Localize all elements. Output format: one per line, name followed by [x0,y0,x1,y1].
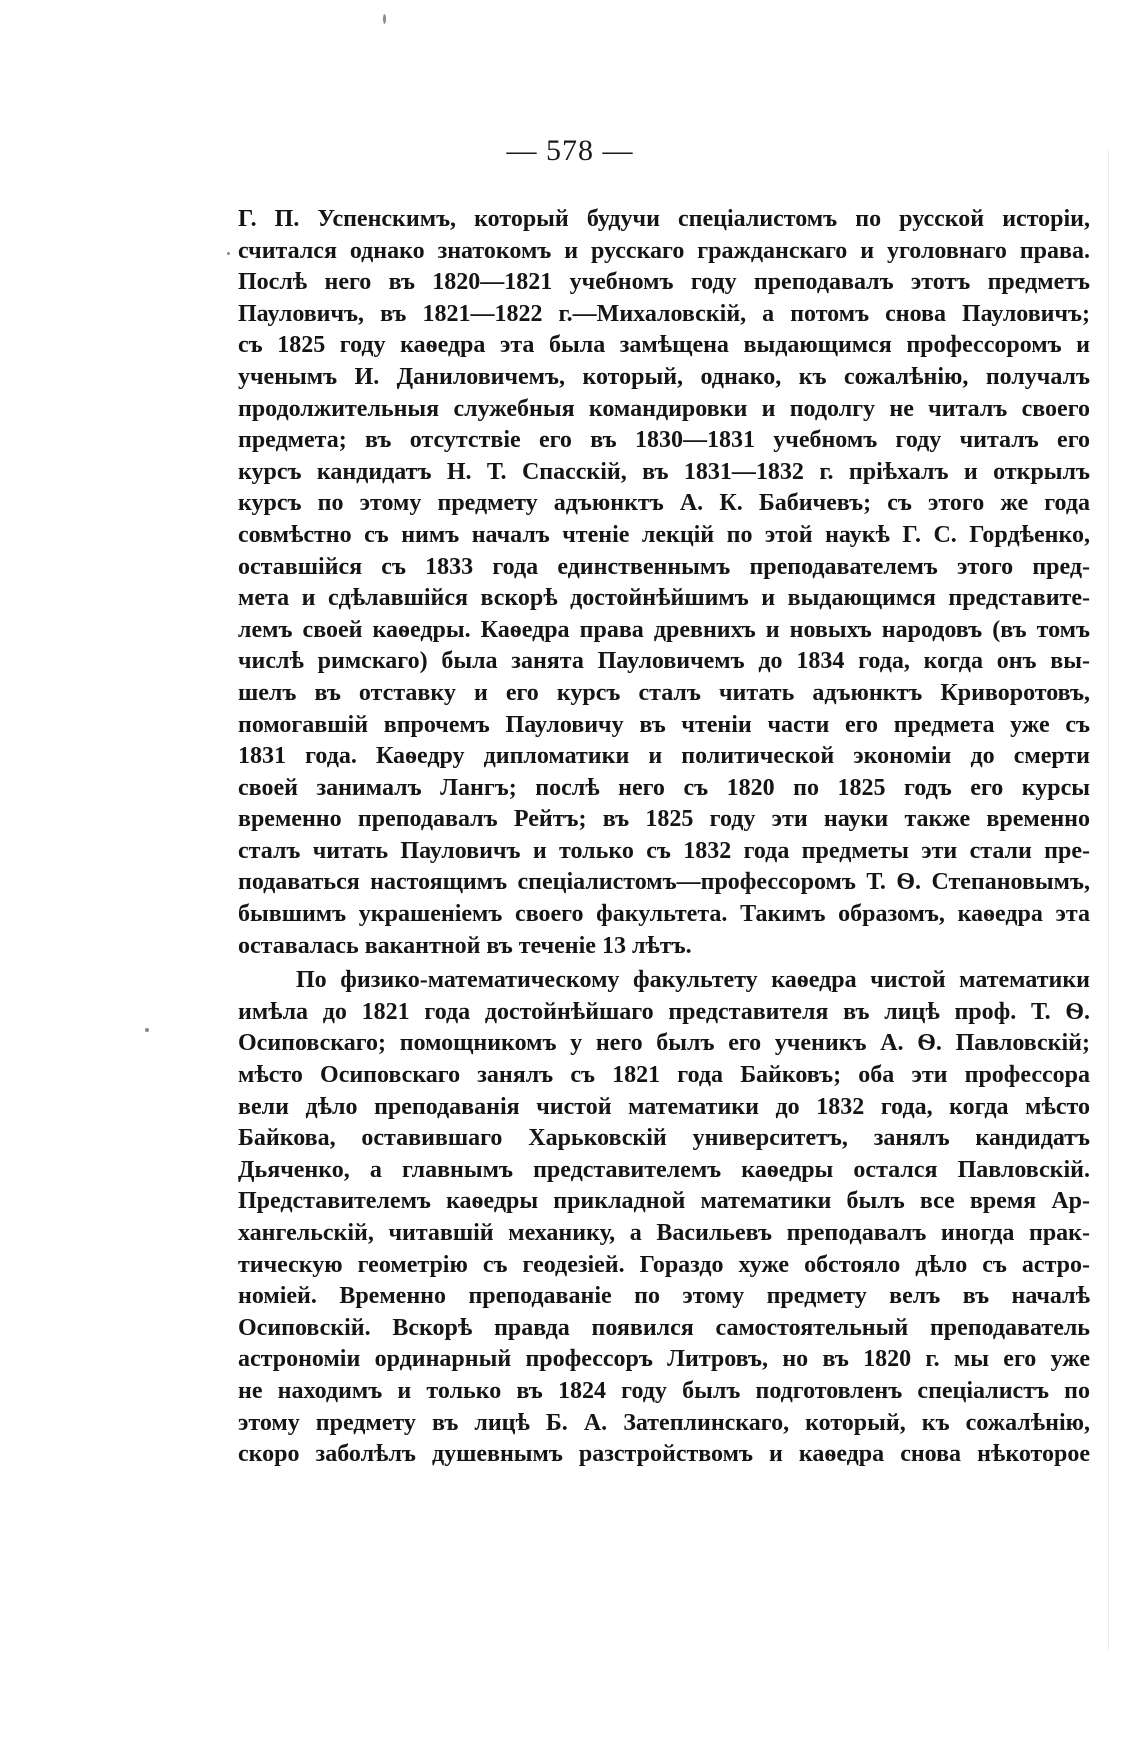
text-line: тическую геометрію съ геодезіей. Гораздо хуже обстояло дѣло съ астро- [238,1251,1090,1278]
text-line: Г. П. Успенскимъ, который будучи спеціалистомъ по русской исторіи, [238,206,1090,232]
paragraph [238,204,1090,962]
text-line: считался однако знатокомъ и русскаго гражданскаго и уголовнаго права. [238,237,1090,264]
text-line: курсъ кандидатъ Н. Т. Спасскій, въ 1831—1832 г. пріѣхалъ и открылъ [238,458,1090,485]
text-line: оставшійся съ 1833 года единственнымъ преподавателемъ этого пред- [238,553,1090,580]
text-line: числѣ римскаго) была занята Пауловичемъ до 1834 года, когда онъ вы- [238,648,1090,675]
text-line: скоро заболѣлъ душевнымъ разстройствомъ и каѳедра снова нѣкоторое [238,1441,1090,1468]
text-line: своей занималъ Лангъ; послѣ него съ 1820 по 1825 годъ его курсы [238,774,1090,801]
text-line: Представителемъ каѳедры прикладной математики былъ все время Ар- [238,1188,1090,1215]
text-line: По физико-математическому факультету каѳедра чистой математики [296,967,1090,994]
scan-edge-shadow [1108,150,1109,1650]
text-line: вели дѣло преподаванія чистой математики до 1832 года, когда мѣсто [238,1093,1090,1120]
text-line: лемъ своей каѳедры. Каѳедра права древнихъ и новыхъ народовъ (въ томъ [238,616,1090,643]
scan-speck [145,1028,149,1032]
text-line: бывшимъ украшеніемъ своего факультета. Такимъ образомъ, каѳедра эта [238,901,1090,928]
text-line: Осиповскаго; помощникомъ у него былъ его ученикъ А. Ѳ. Павловскій; [238,1030,1090,1057]
text-line: шелъ въ отставку и его курсъ сталъ читать адъюнктъ Криворотовъ, [238,679,1090,706]
text-line: хангельскій, читавшій механику, а Васильевъ преподавалъ иногда прак- [238,1220,1090,1246]
text-line: совмѣстно съ нимъ началъ чтеніе лекцій по этой наукѣ Г. С. Гордѣенко, [238,521,1090,548]
text-line: Пауловичъ, въ 1821—1822 г.—Михаловскій, а потомъ снова Пауловичъ; [238,300,1090,327]
text-line: курсъ по этому предмету адъюнктъ А. К. Бабичевъ; съ этого же года [238,490,1090,517]
text-line: не находимъ и только въ 1824 году былъ подготовленъ спеціалистъ по [238,1377,1090,1404]
text-line: Байкова, оставившаго Харьковскій университетъ, занялъ кандидатъ [238,1125,1090,1152]
text-line: подаваться настоящимъ спеціалистомъ—профессоромъ Т. Ѳ. Степановымъ, [238,869,1090,896]
text-line: временно преподавалъ Рейтъ; въ 1825 году эти науки также временно [238,806,1090,833]
text-line: ученымъ И. Даниловичемъ, который, однако, къ сожалѣнію, получалъ [238,363,1090,390]
text-line: Осиповскій. Вскорѣ правда появился самостоятельный преподаватель [238,1314,1090,1341]
text-line: мѣсто Осиповскаго занялъ съ 1821 года Байковъ; оба эти профессора [238,1062,1090,1089]
text-line: мета и сдѣлавшійся вскорѣ достойнѣйшимъ и выдающимся представите- [238,585,1090,612]
text-line: помогавшій впрочемъ Пауловичу въ чтеніи части его предмета уже съ [238,711,1090,738]
text-line: продолжительныя служебныя командировки и подолгу не читалъ своего [238,395,1090,422]
body-text [238,204,1090,1471]
text-line: оставалась вакантной въ теченіе 13 лѣтъ. [238,932,692,959]
page-number: — 578 — [506,134,634,167]
text-line: предмета; въ отсутствіе его въ 1830—1831 учебномъ году читалъ его [238,427,1090,454]
scan-speck [383,14,386,24]
text-line: Послѣ него въ 1820—1821 учебномъ году преподавалъ этотъ предметъ [238,269,1090,296]
text-line: Дьяченко, а главнымъ представителемъ каѳедры остался Павловскій. [238,1156,1090,1183]
text-line: имѣла до 1821 года достойнѣйшаго представителя въ лицѣ проф. Т. Ѳ. [238,998,1090,1025]
text-line: астрономіи ординарный профессоръ Литровъ, но въ 1820 г. мы его уже [238,1346,1090,1373]
text-line: съ 1825 году каѳедра эта была замѣщена выдающимся профессоромъ и [238,332,1090,359]
text-line: этому предмету въ лицѣ Б. А. Затеплинскаго, который, къ сожалѣнію, [238,1409,1090,1436]
text-line: 1831 года. Каѳедру дипломатики и политической экономіи до смерти [238,743,1090,770]
text-line: сталъ читать Пауловичъ и только съ 1832 года предметы эти стали пре- [238,837,1090,864]
scan-speck [227,252,230,255]
paragraph [238,965,1090,1471]
text-line: номіей. Временно преподаваніе по этому предмету велъ въ началѣ [238,1283,1090,1310]
